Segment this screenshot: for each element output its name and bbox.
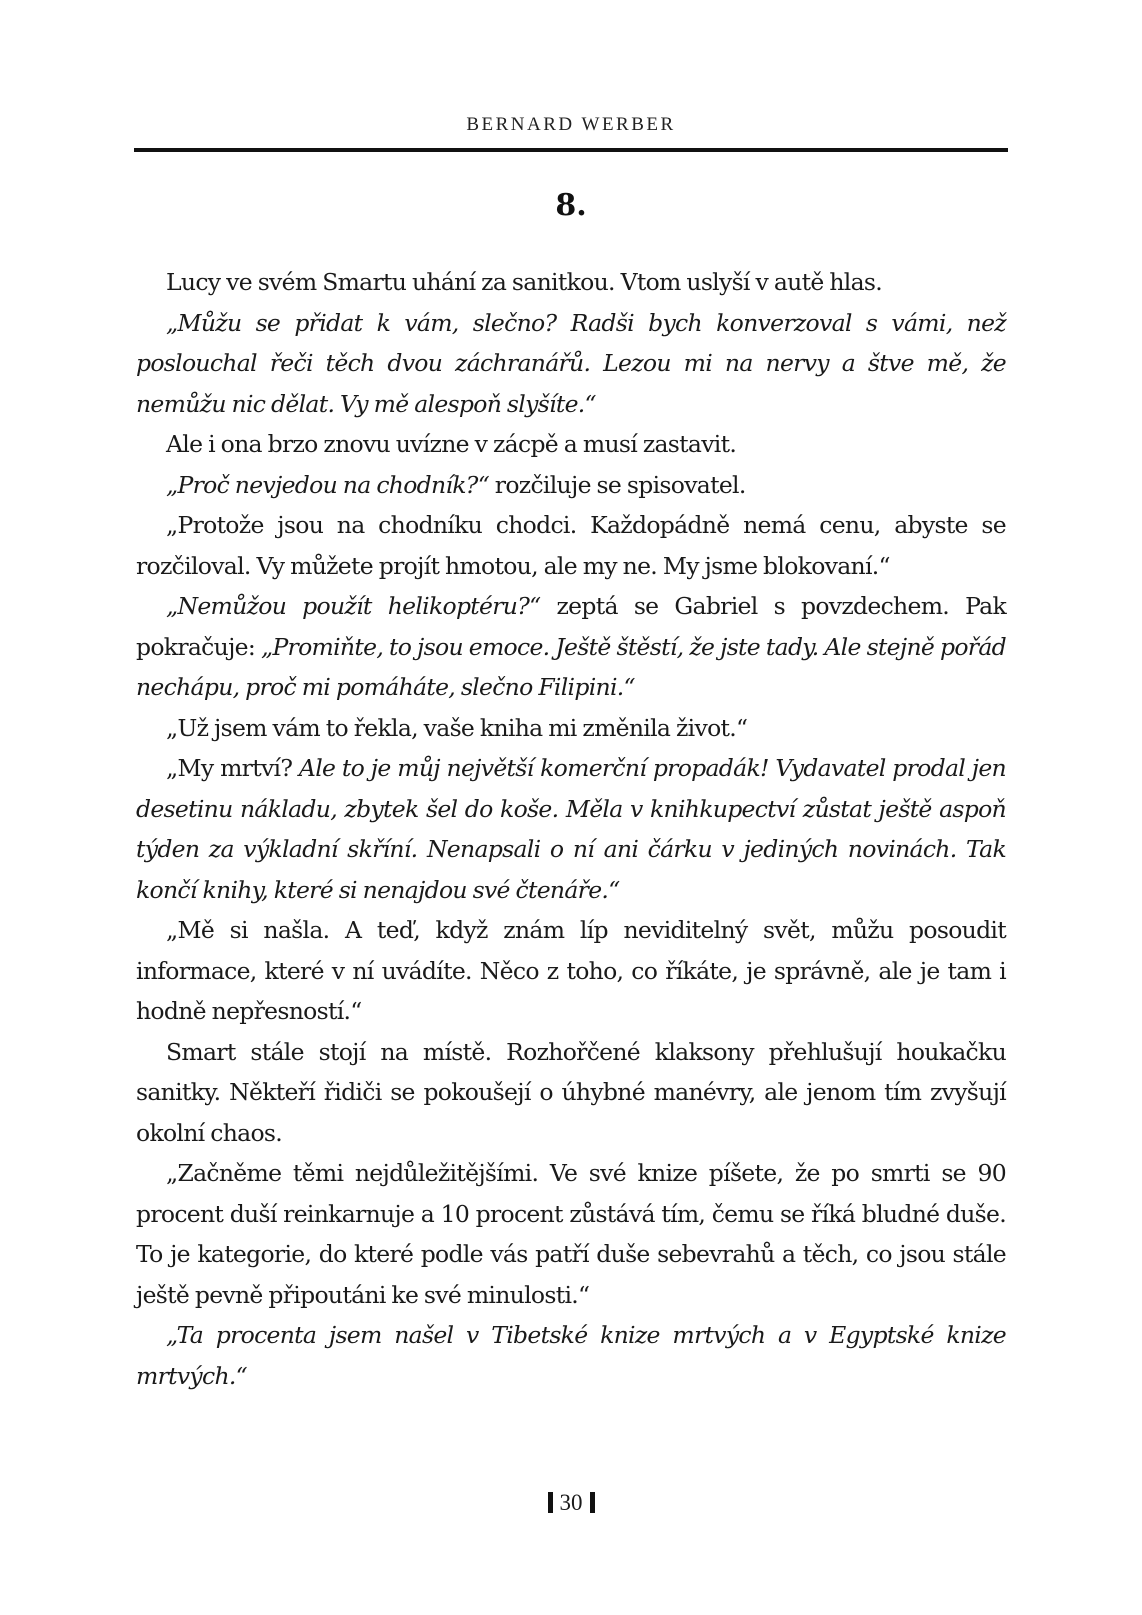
text-segment: Smart stále stojí na místě. Rozhořčené klaksony přehlušují houkačku sanitky. Někteří řidiči se pokoušejí o úhybné manévry, ale jenom tím zvyšují okolní chaos. bbox=[136, 1037, 1006, 1147]
italic-text-segment: „Nemůžou použít helikoptéru?“ bbox=[166, 592, 541, 620]
text-segment: zeptá se Gabriel s povzdechem. Pak pokračuje: bbox=[136, 592, 1006, 661]
paragraph bbox=[136, 1153, 1006, 1315]
paragraph bbox=[136, 586, 1006, 708]
text-segment: „Mě si našla. A teď, když znám líp neviditelný svět, můžu posoudit informace, které v ní uvádíte. Něco z toho, co říkáte, je správně, ale je tam i hodně nepřesností.“ bbox=[136, 916, 1006, 1025]
paragraph bbox=[136, 910, 1006, 1032]
italic-text-segment: „Ta procenta jsem našel v Tibetské knize mrtvých a v Egyptské knize mrtvých.“ bbox=[136, 1321, 1006, 1390]
folio-left-bar bbox=[548, 1492, 553, 1513]
paragraph bbox=[136, 1032, 1006, 1154]
text-segment: rozčiluje se spisovatel. bbox=[489, 470, 746, 499]
folio-right-bar bbox=[590, 1492, 595, 1513]
text-segment: „Začněme těmi nejdůležitějšími. Ve své knize píšete, že po smrti se 90 procent duší reinkarnuje a 10 procent zůstává tím, čemu se říká bludné duše. To je kategorie, do které podle vás patří duše sebevrahů a těch, co jsou stále ještě pevně připoutáni ke své minulosti.“ bbox=[136, 1159, 1006, 1309]
running-head: BERNARD WERBER bbox=[466, 114, 676, 135]
page-number-value: 30 bbox=[559, 1490, 583, 1515]
paragraph bbox=[136, 262, 1006, 303]
italic-text-segment: „Můžu se přidat k vám, slečno? Radši bych konverzoval s vámi, než poslouchal řeči těch dvou záchranářů. Lezou mi na nervy a štve mě, že nemůžu nic dělat. Vy mě alespoň slyšíte.“ bbox=[136, 308, 1006, 418]
text-segment: „Protože jsou na chodníku chodci. Každopádně nemá cenu, abyste se rozčiloval. Vy můžete projít hmotou, ale my ne. My jsme blokovaní.“ bbox=[136, 511, 1006, 580]
text-segment: „Už jsem vám to řekla, vaše kniha mi změnila život.“ bbox=[166, 713, 748, 742]
text-segment: Lucy ve svém Smartu uhání za sanitkou. Vtom uslyší v autě hlas. bbox=[166, 268, 883, 296]
paragraph bbox=[136, 303, 1006, 425]
text-segment: Ale i ona brzo znovu uvízne v zácpě a musí zastavit. bbox=[166, 430, 737, 458]
italic-text-segment: „Promiňte, to jsou emoce. Ještě štěstí, že jste tady. Ale stejně pořád nechápu, proč mi pomáháte, slečno Filipini.“ bbox=[136, 632, 1006, 701]
paragraph bbox=[136, 505, 1006, 586]
paragraph bbox=[136, 424, 1006, 465]
italic-text-segment: Ale to je můj největší komerční propadák! Vydavatel prodal jen desetinu nákladu, zbytek šel do koše. Měla v knihkupectví zůstat ještě aspoň týden za výkladní skříní. Nenapsali o ní ani čárku v jediných novinách. Tak končí knihy, které si nenajdou své čtenáře.“ bbox=[136, 754, 1006, 904]
paragraph bbox=[136, 1315, 1006, 1396]
italic-text-segment: „Proč nevjedou na chodník?“ bbox=[166, 470, 490, 499]
page-number bbox=[0, 1490, 1142, 1516]
text-segment: „My mrtví? bbox=[166, 754, 299, 782]
paragraph bbox=[136, 748, 1006, 910]
paragraph bbox=[136, 465, 1006, 506]
chapter-number: 8. bbox=[555, 188, 587, 223]
body-text bbox=[136, 262, 1006, 1396]
header-rule bbox=[134, 148, 1008, 152]
paragraph bbox=[136, 708, 1006, 749]
